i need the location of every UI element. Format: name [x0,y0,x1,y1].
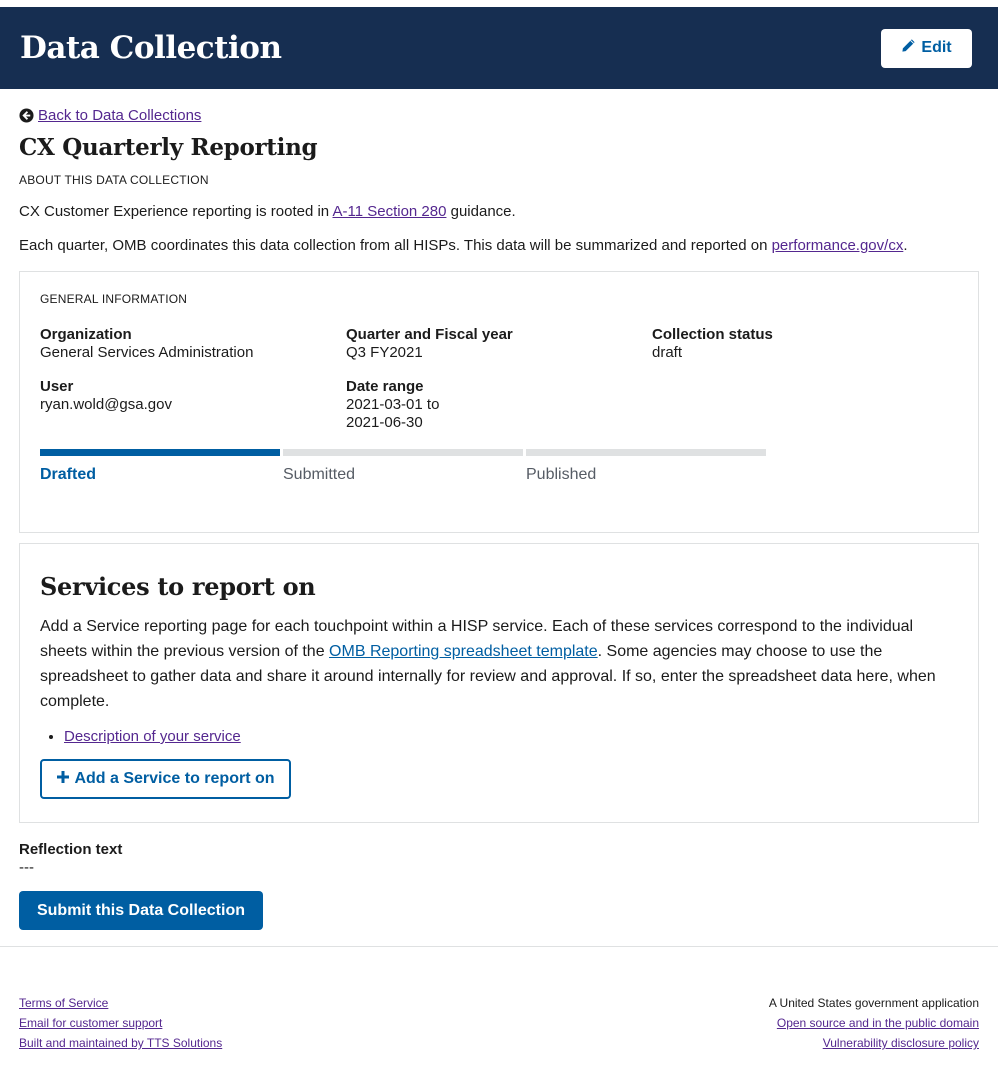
service-link[interactable]: Description of your service [64,728,241,745]
edit-button[interactable] [881,29,972,68]
arrow-circle-left-icon [19,108,34,123]
plus-icon [56,770,70,789]
header-title: Data Collection [20,30,282,66]
date-range-start: 2021-03-01 to [346,396,440,413]
top-strip [0,0,998,7]
about-eyebrow: ABOUT THIS DATA COLLECTION [19,173,209,187]
edit-button-label: Edit [921,39,952,56]
date-range-field [346,378,652,432]
add-service-label: Add a Service to report on [74,770,275,787]
quarter-field [346,326,652,362]
organization-label: Organization [40,326,132,343]
date-range-label: Date range [346,378,424,395]
step-bar [526,449,766,456]
general-info-grid [40,326,958,432]
general-information-card [19,271,979,533]
tts-solutions-link[interactable]: Built and maintained by TTS Solutions [19,1036,223,1050]
step-drafted [40,449,280,484]
services-description [40,614,958,714]
step-label: Published [526,466,597,483]
main-content [0,107,998,930]
step-bar [283,449,523,456]
date-range-end: 2021-06-30 [346,414,423,431]
back-link-label: Back to Data Collections [38,107,202,124]
omb-spreadsheet-link[interactable]: OMB Reporting spreadsheet template [329,643,598,660]
user-field [40,378,346,432]
services-heading: Services to report on [40,572,316,601]
reflection-value: --- [19,859,34,876]
summary-text-start: Each quarter, OMB coordinates this data collection from all HISPs. This data will be summarized and reported on [19,237,772,254]
vulnerability-policy-link[interactable]: Vulnerability disclosure policy [822,1036,979,1050]
services-desc-start: Add a Service reporting page for each touchpoint within a HISP service. Each of these services correspond to the individual sheets within the previous version of the [40,618,914,660]
quarter-label: Quarter and Fiscal year [346,326,513,343]
footer-right [769,995,979,1051]
step-submitted [283,449,523,484]
intro-text-end: guidance. [446,203,516,220]
services-list [40,728,958,745]
summary-text-end: . [903,237,908,254]
a11-section-link[interactable]: A-11 Section 280 [332,203,447,220]
page-footer [0,946,998,1051]
quarter-value: Q3 FY2021 [346,344,423,361]
intro-paragraph [19,203,979,221]
page-title: CX Quarterly Reporting [19,134,318,161]
summary-paragraph [19,237,979,255]
back-link[interactable] [19,107,979,124]
step-bar [40,449,280,456]
organization-value: General Services Administration [40,344,254,361]
gov-application-text: A United States government application [768,996,979,1010]
services-desc-end: . Some agencies may choose to use the spreadsheet to gather data and share it around internally for review and approval. If so, enter the spreadsheet data here, when complete. [40,643,936,710]
terms-link[interactable]: Terms of Service [19,996,109,1010]
page-header [0,7,998,89]
status-field [652,326,958,362]
add-service-button[interactable] [40,759,291,799]
general-info-heading: GENERAL INFORMATION [40,292,188,306]
services-card [19,543,979,823]
list-item [64,728,958,745]
step-published [526,449,766,484]
intro-text-start: CX Customer Experience reporting is rooted in [19,203,333,220]
performance-gov-link[interactable]: performance.gov/cx [771,237,904,254]
user-value: ryan.wold@gsa.gov [40,396,172,413]
user-label: User [40,378,74,395]
pencil-icon [901,38,916,58]
support-email-link[interactable]: Email for customer support [19,1016,163,1030]
status-label: Collection status [652,326,773,343]
reflection-label: Reflection text [19,841,123,858]
status-value: draft [652,344,683,361]
step-label: Drafted [40,466,97,483]
reflection-section [19,841,979,877]
step-indicator [40,449,766,484]
submit-collection-button[interactable]: Submit this Data Collection [19,891,263,930]
step-label: Submitted [283,466,356,483]
open-source-link[interactable]: Open source and in the public domain [776,1016,979,1030]
footer-left [19,995,222,1051]
organization-field [40,326,346,362]
